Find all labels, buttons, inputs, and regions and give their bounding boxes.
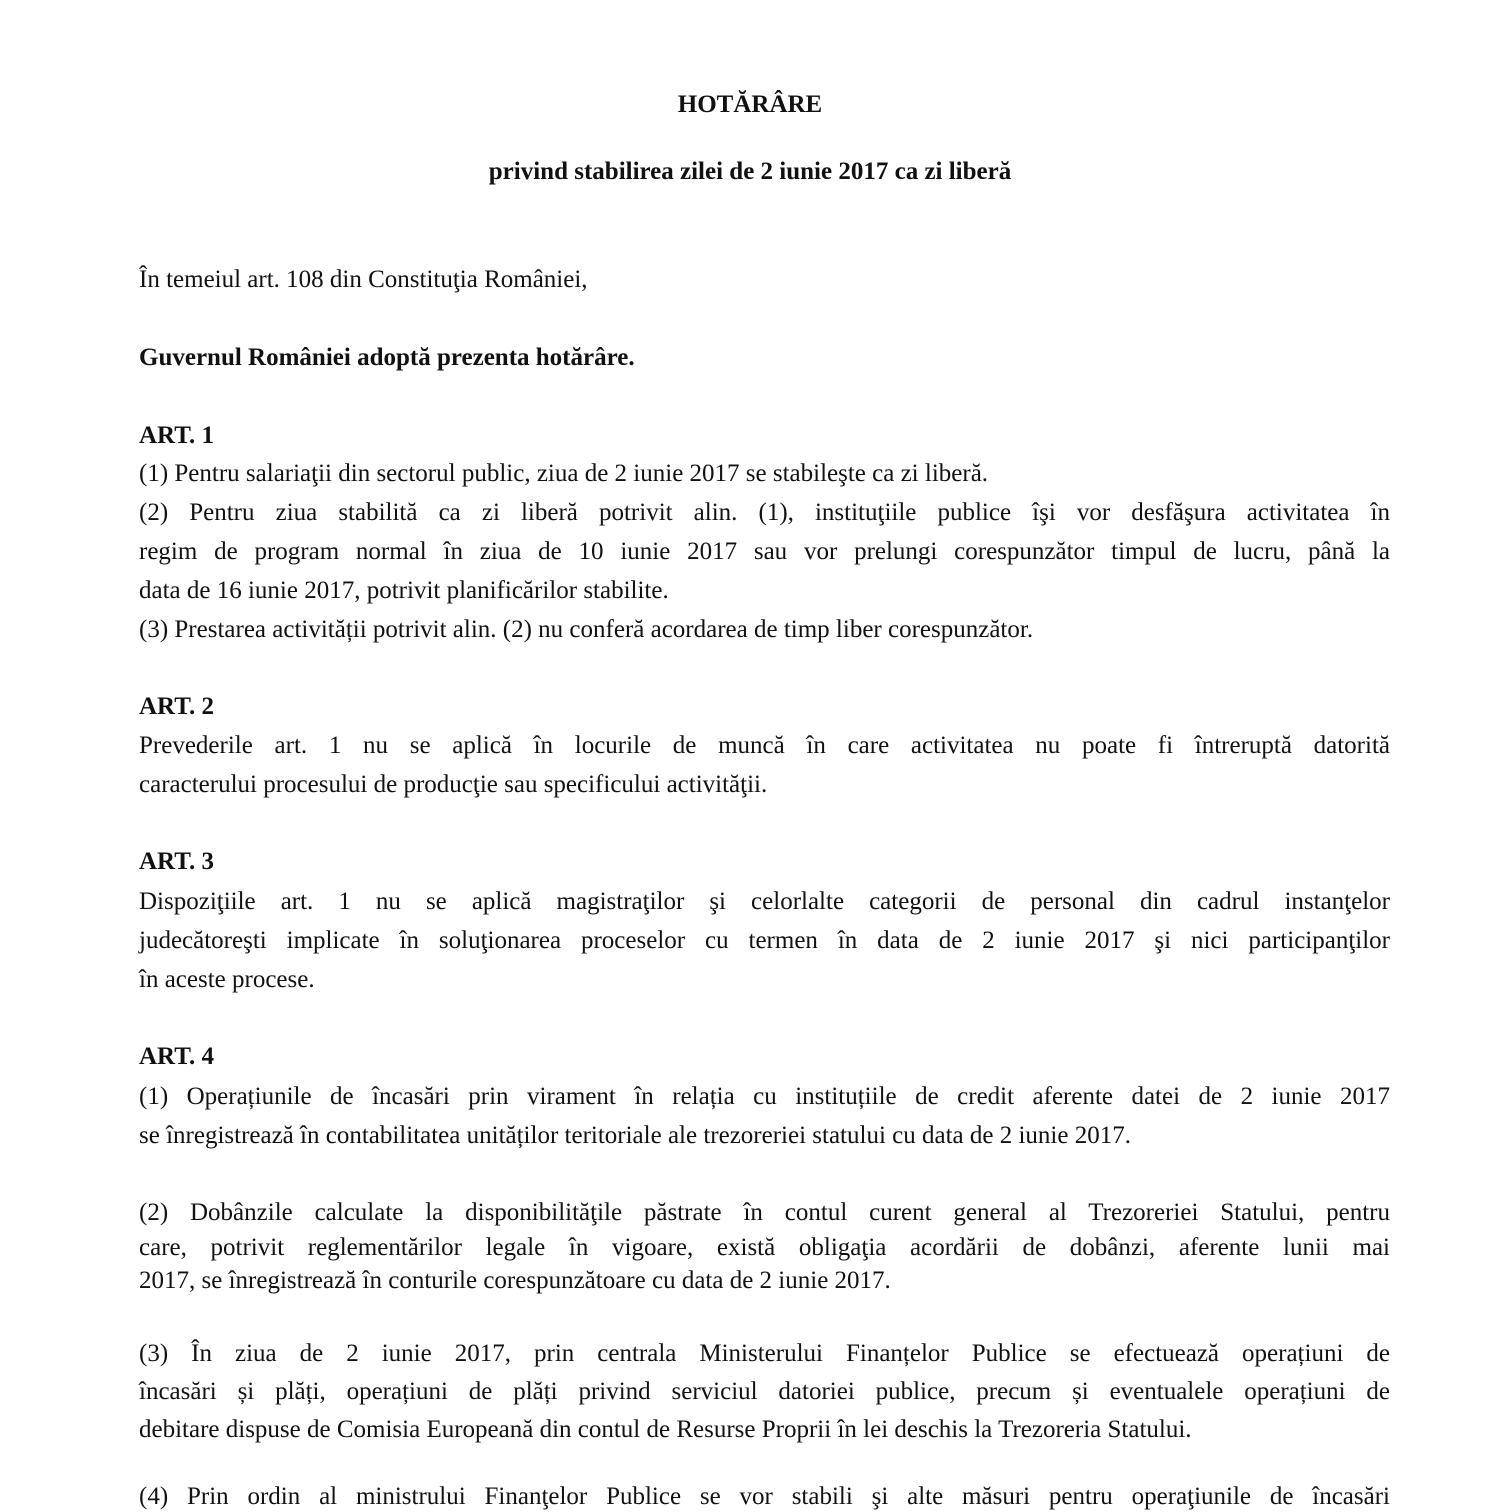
art1-heading: ART. 1 [139, 422, 215, 449]
art1-line: (1) Pentru salariaţii din sectorul public, ziua de 2 iunie 2017 se stabileşte ca zi liberă. [139, 460, 989, 487]
art4-p4-line: (4) Prin ordin al ministrului Finanţelor Publice se vor stabili şi alte măsuri pentru operaţiunile de încasări [139, 1483, 1390, 1510]
art4-p3-line: debitare dispuse de Comisia Europeană din contul de Resurse Proprii în lei deschis la Trezoreria Statului. [139, 1416, 1192, 1443]
art2-heading: ART. 2 [139, 693, 215, 720]
art3-heading: ART. 3 [139, 848, 215, 875]
art2-line: caracterului procesului de producţie sau specificului activităţii. [139, 771, 768, 798]
art2-line: Prevederile art. 1 nu se aplică în locurile de muncă în care activitatea nu poate fi întreruptă datorită [139, 732, 1390, 759]
art4-heading: ART. 4 [139, 1043, 215, 1070]
art4-p3-line: (3) În ziua de 2 iunie 2017, prin centrala Ministerului Finanțelor Publice se efectuează operațiuni de [139, 1340, 1390, 1367]
preamble: În temeiul art. 108 din Constituţia României, [139, 266, 588, 293]
art4-p2-line: care, potrivit reglementărilor legale în vigoare, există obligaţia acordării de dobânzi, aferente lunii mai [139, 1234, 1390, 1261]
art1-line: (2) Pentru ziua stabilită ca zi liberă potrivit alin. (1), instituţiile publice îşi vor desfăşura activitatea în [139, 499, 1390, 526]
art1-line: data de 16 iunie 2017, potrivit planificărilor stabilite. [139, 577, 669, 604]
art4-p1-line: (1) Operațiunile de încasări prin virament în relația cu instituțiile de credit aferente datei de 2 iunie 2017 [139, 1083, 1390, 1110]
art3-line: judecătoreşti implicate în soluţionarea proceselor cu termen în data de 2 iunie 2017 şi nici participanţilor [139, 927, 1390, 954]
adoption-statement: Guvernul României adoptă prezenta hotărâre. [139, 344, 635, 371]
document-subtitle: privind stabilirea zilei de 2 iunie 2017 ca zi liberă [488, 158, 1012, 185]
art1-line: regim de program normal în ziua de 10 iunie 2017 sau vor prelungi corespunzător timpul de lucru, până la [139, 538, 1390, 565]
art4-p3-line: încasări și plăți, operațiuni de plăți privind serviciul datoriei publice, precum și eventualele operațiuni de [139, 1378, 1390, 1405]
art4-p2-line: 2017, se înregistrează în conturile corespunzătoare cu data de 2 iunie 2017. [139, 1267, 891, 1294]
art3-line: Dispoziţiile art. 1 nu se aplică magistraţilor şi celorlalte categorii de personal din cadrul instanţelor [139, 888, 1390, 915]
art3-line: în aceste procese. [139, 966, 315, 993]
art1-line: (3) Prestarea activității potrivit alin. (2) nu conferă acordarea de timp liber corespunzător. [139, 616, 1034, 643]
art4-p1-line: se înregistrează în contabilitatea unităților teritoriale ale trezoreriei statului cu data de 2 iunie 2017. [139, 1122, 1131, 1149]
art4-p2-line: (2) Dobânzile calculate la disponibilităţile păstrate în contul curent general al Trezoreriei Statului, pentru [139, 1199, 1390, 1226]
document-title: HOTĂRÂRE [677, 91, 823, 118]
